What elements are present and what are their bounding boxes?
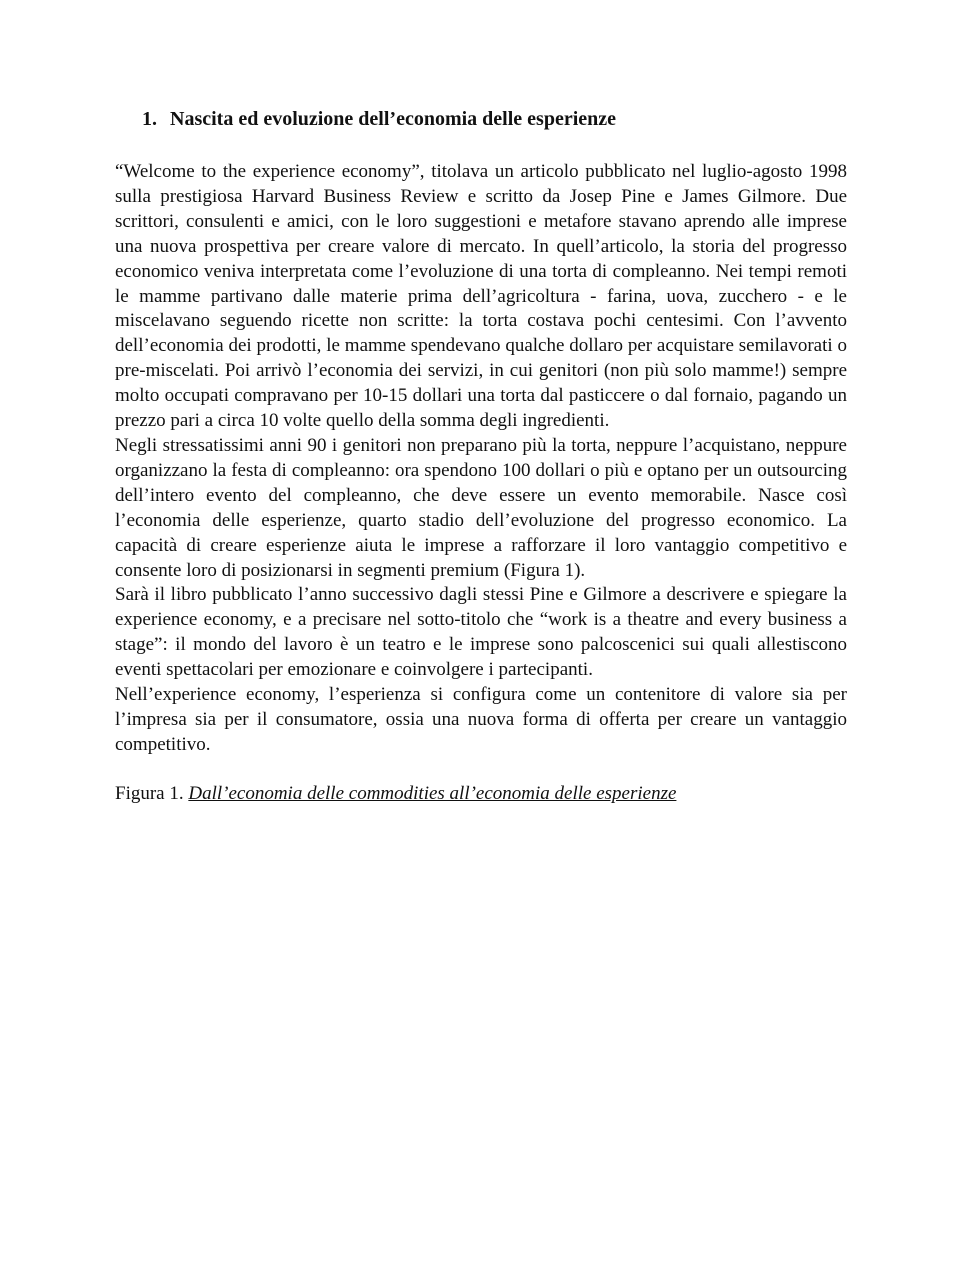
paragraph-experience-economy: Nell’experience economy, l’esperienza si configura come un contenitore di valore sia per l’impresa sia per il consumatore, ossia una nuova forma di offerta per creare un vantaggio competitivo. <box>115 684 847 755</box>
paragraph-book: Sarà il libro pubblicato l’anno successivo dagli stessi Pine e Gilmore a descrivere e spiegare la experience economy, e a precisare nel sotto-titolo che “work is a theatre and every business a stage”: il mondo del lavoro è un teatro e le imprese sono palcoscenici sui quali allestiscono eventi spettacolari per emozionare e coinvolgere i partecipanti. <box>115 584 847 681</box>
paragraph-intro: “Welcome to the experience economy”, titolava un articolo pubblicato nel luglio-agosto 1998 sulla prestigiosa Harvard Business Review e scritto da Josep Pine e James Gilmore. Due scrittori, consulenti e amici, con le loro suggestioni e metafore stavano aprendo alle imprese una nuova prospettiva per creare valore di mercato. In quell’articolo, la storia del progresso economico veniva interpretata come l’evoluzione di una torta di compleanno. Nei tempi remoti le mamme partivano dalle materie prima dell’agricoltura - farina, uova, zucchero - e le miscelavano seguendo ricette non scritte: la torta costava pochi centesimi. Con l’avvento dell’economia dei prodotti, le mamme spendevano qualche dollaro per acquistare semilavorati o pre-miscelati. Poi arrivò l’economia dei servizi, in cui genitori (non più solo mamme!) sempre molto occupati compravano per 10-15 dollari una torta dal pasticcere o dal fornaio, pagando un prezzo pari a circa 10 volte quello della somma degli ingredienti. <box>115 161 847 432</box>
figure-title: Dall’economia delle commodities all’economia delle esperienze <box>188 782 677 804</box>
section-heading <box>142 104 847 134</box>
section-number: 1. <box>142 108 157 130</box>
figure-caption <box>115 782 847 807</box>
paragraph-nineties: Negli stressatissimi anni 90 i genitori non preparano più la torta, neppure l’acquistano, neppure organizzano la festa di compleanno: ora spendono 100 dollari o più e optano per un outsourcing dell’intero evento del compleanno, che deve essere un evento memorabile. Nasce così l’economia delle esperienze, quarto stadio dell’evoluzione del progresso economico. La capacità di creare esperienze aiuta le imprese a rafforzare il loro vantaggio competitivo e consente loro di posizionarsi in segmenti premium (Figura 1). <box>115 434 847 581</box>
figure-label: Figura 1. <box>115 782 184 804</box>
document-page <box>115 104 847 807</box>
section-title: Nascita ed evoluzione dell’economia delle esperienze <box>170 108 617 130</box>
